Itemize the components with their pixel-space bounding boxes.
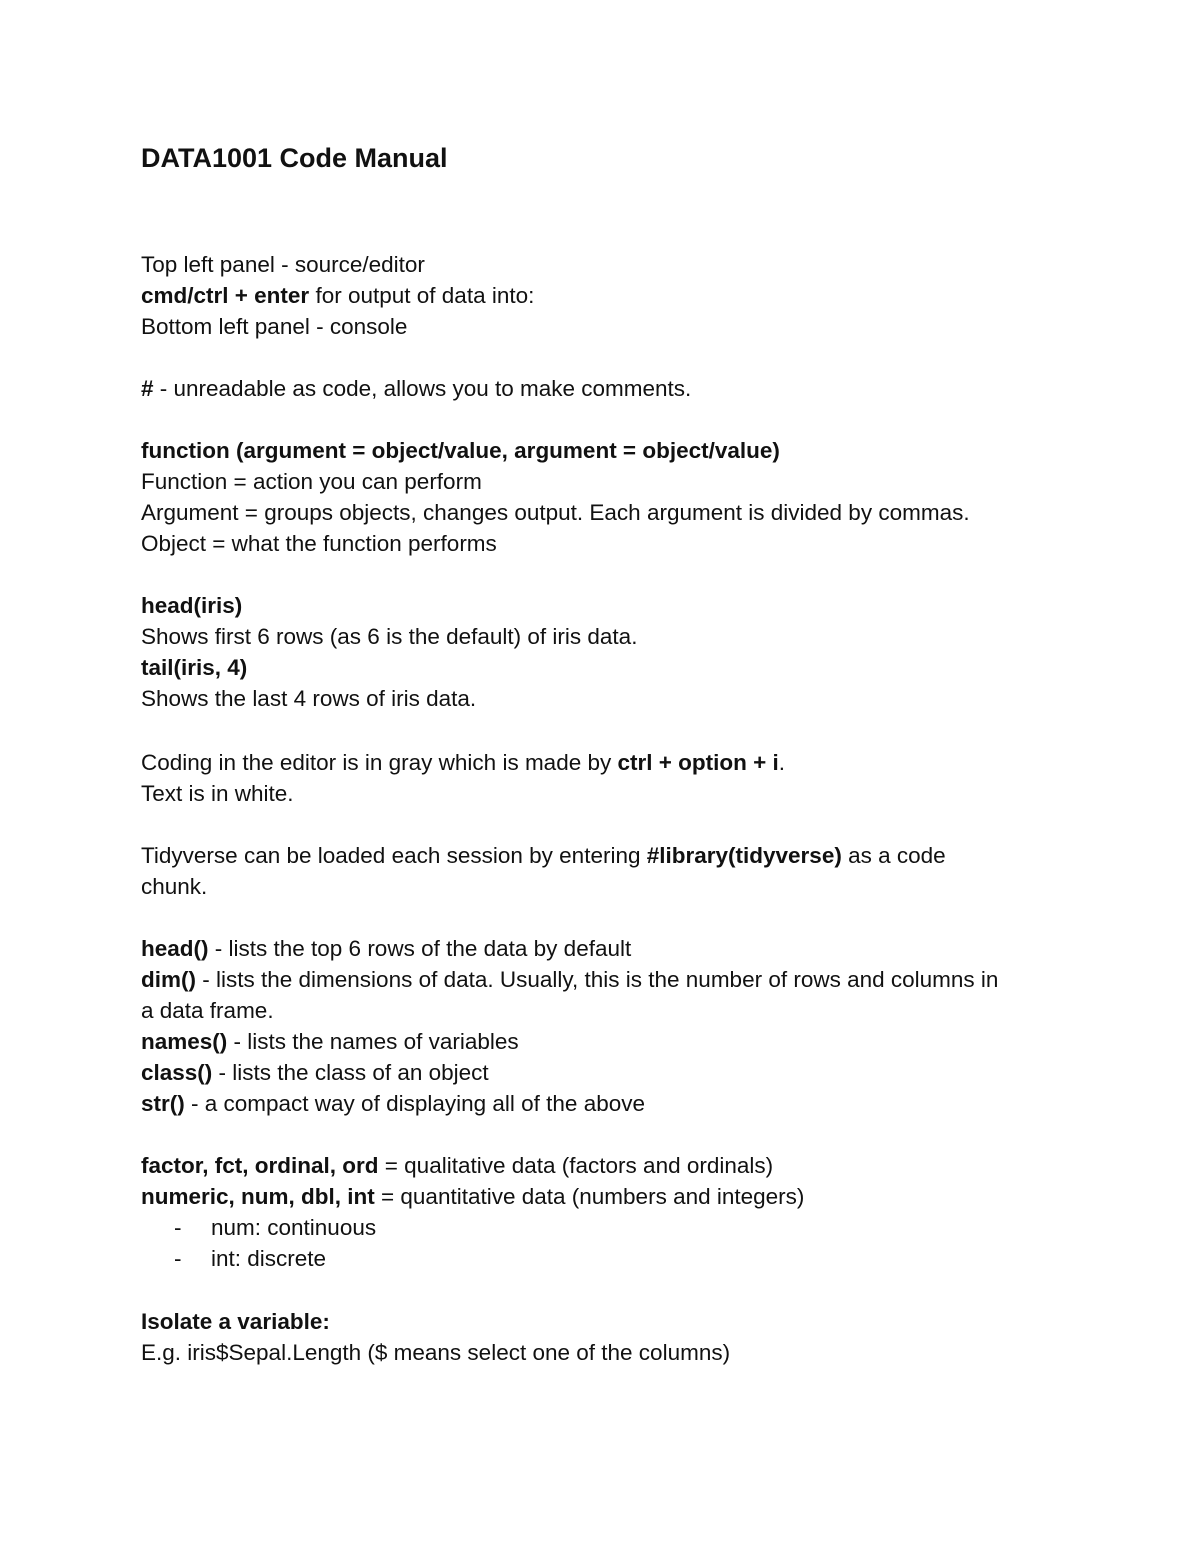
text-line: dim() - lists the dimensions of data. Usually, this is the number of rows and columns in	[141, 967, 999, 992]
text-line: E.g. iris$Sepal.Length ($ means select one of the columns)	[141, 1340, 731, 1365]
text-line: numeric, num, dbl, int = quantitative data (numbers and integers)	[141, 1184, 805, 1209]
text-line: class() - lists the class of an object	[141, 1060, 489, 1085]
text-line: factor, fct, ordinal, ord = qualitative data (factors and ordinals)	[141, 1153, 774, 1178]
text-line: Argument = groups objects, changes output. Each argument is divided by commas.	[141, 500, 970, 525]
text-line: str() - a compact way of displaying all of the above	[141, 1091, 646, 1116]
text-line: chunk.	[141, 874, 208, 899]
bullet-dash: -	[174, 1215, 182, 1240]
page-title: DATA1001 Code Manual	[141, 143, 448, 173]
list-item: int: discrete	[211, 1246, 327, 1271]
text-line: function (argument = object/value, argument = object/value)	[141, 438, 780, 463]
section-heading: Isolate a variable:	[141, 1309, 330, 1334]
text-line: Function = action you can perform	[141, 469, 482, 494]
text-line: head(iris)	[141, 593, 243, 618]
text-line: Shows first 6 rows (as 6 is the default) of iris data.	[141, 624, 638, 649]
text-line: cmd/ctrl + enter for output of data into:	[141, 283, 535, 308]
text-line: # - unreadable as code, allows you to make comments.	[141, 376, 692, 401]
bullet-dash: -	[174, 1246, 182, 1271]
text-line: tail(iris, 4)	[141, 655, 248, 680]
text-line: Coding in the editor is in gray which is made by ctrl + option + i.	[141, 750, 786, 775]
text-line: Object = what the function performs	[141, 531, 497, 556]
text-line: Shows the last 4 rows of iris data.	[141, 686, 477, 711]
text-line: Tidyverse can be loaded each session by entering #library(tidyverse) as a code	[141, 843, 946, 868]
text-line: head() - lists the top 6 rows of the data by default	[141, 936, 632, 961]
text-line: Text is in white.	[141, 781, 294, 806]
text-line: a data frame.	[141, 998, 274, 1023]
text-line: Top left panel - source/editor	[141, 252, 425, 277]
text-line: Bottom left panel - console	[141, 314, 408, 339]
text-line: names() - lists the names of variables	[141, 1029, 519, 1054]
list-item: num: continuous	[211, 1215, 377, 1240]
